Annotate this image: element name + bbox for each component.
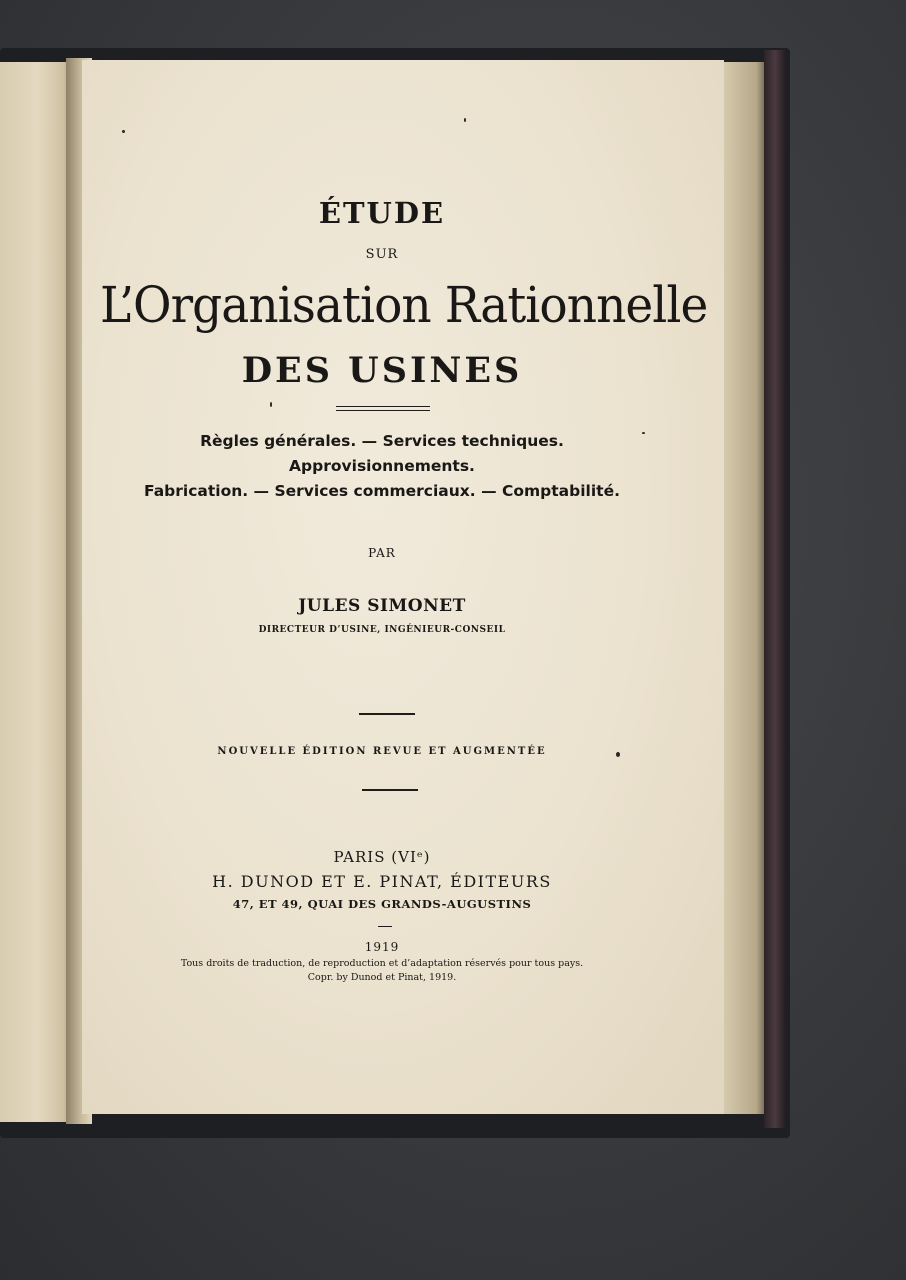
double-rule-divider — [336, 406, 430, 411]
edition-note: NOUVELLE ÉDITION REVUE ET AUGMENTÉE — [217, 746, 547, 757]
paper-speck — [642, 432, 645, 434]
publisher-city: PARIS (VIᵉ) — [333, 848, 431, 866]
publisher-name: H. DUNOD ET E. PINAT, ÉDITEURS — [212, 872, 552, 891]
paper-speck — [464, 118, 466, 122]
title-page — [82, 60, 724, 1114]
right-page-edges — [718, 62, 766, 1114]
paper-speck — [122, 130, 125, 133]
topics-line-2: Approvisionnements. — [289, 457, 475, 475]
by-label: PAR — [368, 546, 396, 560]
publisher-address: 47, ET 49, QUAI DES GRANDS-AUGUSTINS — [232, 897, 532, 911]
rule-divider-upper — [359, 713, 415, 715]
title-subtitle: DES USINES — [241, 350, 523, 391]
topics-line-1: Règles générales. — Services techniques. — [200, 432, 564, 450]
rights-notice: Tous droits de traduction, de reproduction et d’adaptation réservés pour tous pays. — [180, 958, 584, 969]
left-page-edge — [0, 62, 74, 1122]
paper-speck — [616, 752, 620, 757]
paper-speck — [270, 402, 272, 407]
publication-year: 1919 — [364, 940, 400, 954]
book-cover-edge — [764, 50, 786, 1128]
short-dash-divider — [378, 926, 392, 927]
rule-divider-lower — [362, 789, 418, 791]
copyright-notice: Copr. by Dunod et Pinat, 1919. — [307, 972, 457, 983]
heading-sur: SUR — [365, 247, 399, 262]
author-role: DIRECTEUR D’USINE, INGÉNIEUR-CONSEIL — [258, 625, 506, 635]
heading-etude: ÉTUDE — [318, 196, 446, 230]
title-page-content — [82, 60, 724, 1114]
author-name: JULES SIMONET — [298, 596, 466, 616]
topics-line-3: Fabrication. — Services commerciaux. — Comptabilité. — [144, 482, 620, 500]
main-title: L’Organisation Rationnelle — [100, 276, 708, 334]
